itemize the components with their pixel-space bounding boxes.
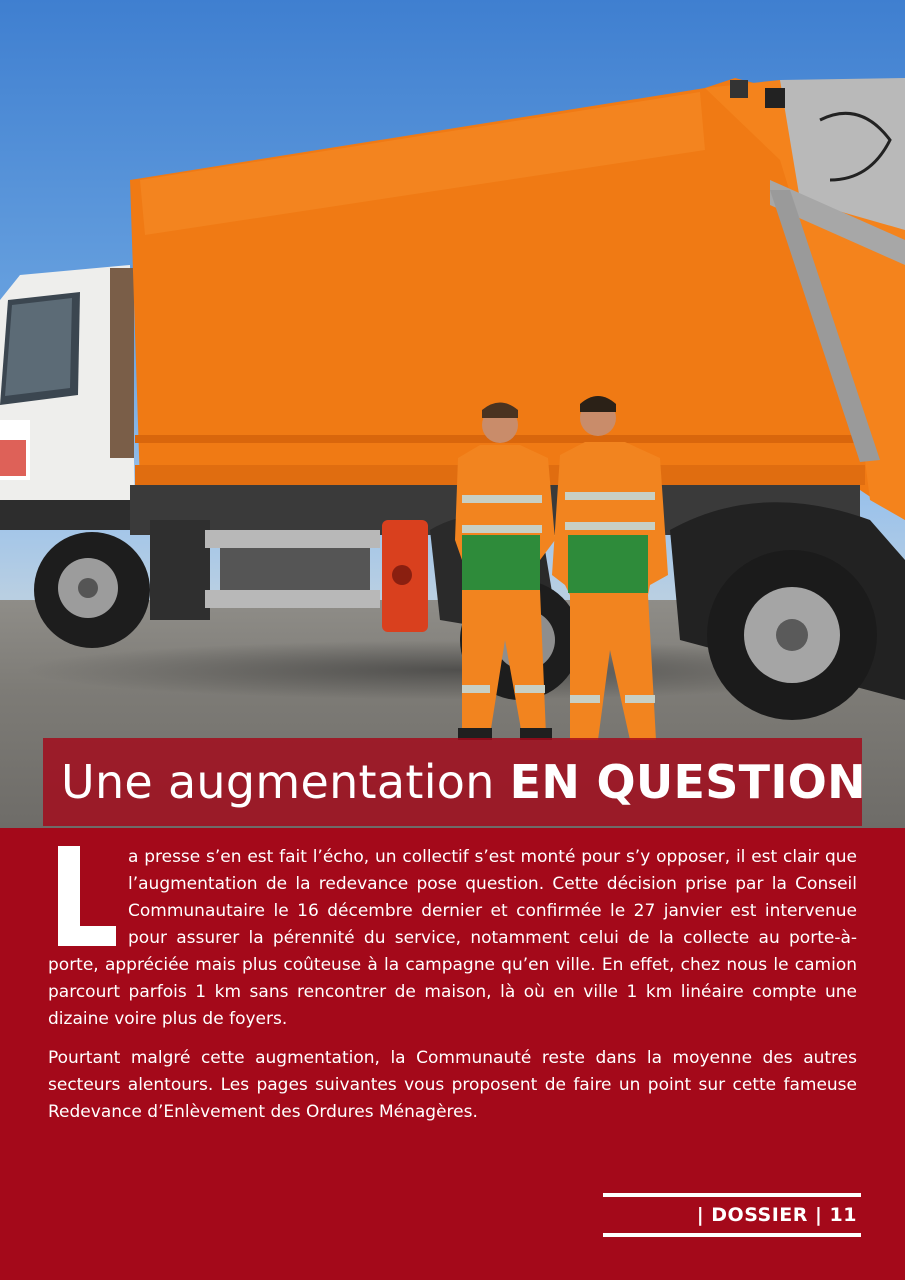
title-banner	[43, 738, 866, 826]
page-title	[61, 755, 866, 809]
section-page-label: | DOSSIER | 11	[696, 1204, 857, 1226]
dropcap-letter	[48, 846, 120, 950]
article-paragraph-2: Pourtant malgré cette augmentation, la Communauté reste dans la moyenne des autres secteurs alentours. Les pages suivantes vous proposent de faire un point sur cette fameuse Redevance d’Enlèvement des Ordures Ménagères.	[48, 1048, 857, 1122]
truck-cab	[0, 265, 135, 530]
article-paragraph-1	[48, 844, 857, 1033]
title-bold: EN QUESTION	[509, 755, 866, 809]
article-body	[48, 844, 857, 1138]
title-regular: Une augmentation	[61, 755, 510, 809]
page-footer	[603, 1193, 861, 1237]
paragraph-1-text: a presse s’en est fait l’écho, un collectif s’est monté pour s’y opposer, il est clair que l’augmentation de la redevance pose question. Cette décision prise par la Conseil Communautaire le 16 décembre dernier et confirmée le 27 janvier est intervenue pour assurer la pérennité du service, notamment celui de la collecte au porte-à-porte, appréciée mais plus coûteuse à la campagne qu’en ville. En effet, chez nous le camion parcourt parfois 1 km sans rencontrer de maison, là où en ville 1 km linéaire compte une dizaine voire plus de foyers.	[48, 847, 857, 1029]
